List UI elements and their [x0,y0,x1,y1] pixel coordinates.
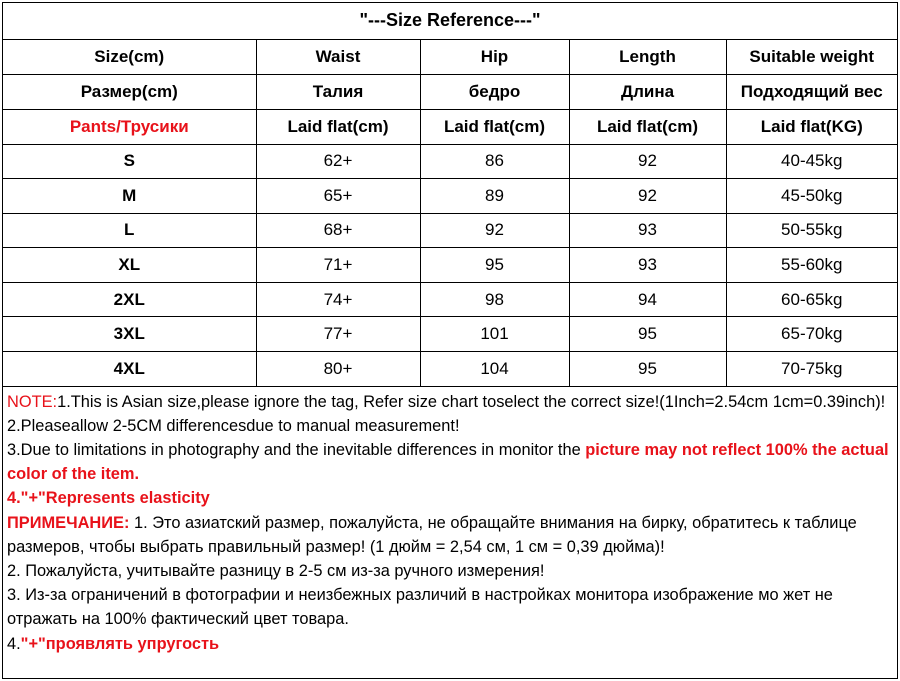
table-row [3,213,897,248]
hip-cell: 92 [420,213,569,248]
waist-cell: 71+ [256,248,420,283]
table-row [3,352,897,387]
note-3 [7,438,893,486]
note-ru-4-prefix: 4. [7,634,21,653]
note-ru-4-elasticity: "+"проявлять упругость [20,634,220,653]
table-row [3,282,897,317]
weight-cell: 65-70kg [726,317,897,352]
weight-cell: 45-50kg [726,179,897,214]
note-ru-1 [7,511,893,559]
hip-cell: 98 [420,282,569,317]
unit-length: Laid flat(cm) [569,109,726,144]
hip-cell: 86 [420,144,569,179]
table-row [3,179,897,214]
header-size: Size(cm) [3,39,256,74]
size-cell: 2XL [3,282,256,317]
header-row-russian [3,74,897,109]
note-3-warning: picture may not reflect 100% the actual color of the item. [7,441,889,484]
table-row [3,248,897,283]
note-4 [7,486,893,510]
weight-cell: 40-45kg [726,144,897,179]
size-table [3,3,897,387]
note-ru-4 [7,632,893,656]
header-weight: Suitable weight [726,39,897,74]
length-cell: 95 [569,352,726,387]
unit-weight: Laid flat(KG) [726,109,897,144]
size-cell: S [3,144,256,179]
size-cell: 3XL [3,317,256,352]
length-cell: 92 [569,179,726,214]
notes-section [3,387,897,656]
waist-cell: 62+ [256,144,420,179]
header-length-ru: Длина [569,74,726,109]
waist-cell: 77+ [256,317,420,352]
header-waist: Waist [256,39,420,74]
table-row [3,144,897,179]
hip-cell: 95 [420,248,569,283]
unit-hip: Laid flat(cm) [420,109,569,144]
length-cell: 94 [569,282,726,317]
table-title: "---Size Reference---" [3,3,897,39]
size-reference-sheet [2,2,898,679]
unit-waist: Laid flat(cm) [256,109,420,144]
hip-cell: 89 [420,179,569,214]
note-4-prefix: 4. [7,489,21,508]
note-1 [7,390,893,414]
waist-cell: 68+ [256,213,420,248]
waist-cell: 65+ [256,179,420,214]
waist-cell: 80+ [256,352,420,387]
note-3-text: 3.Due to limitations in photography and the inevitable differences in monitor the [7,441,586,460]
waist-cell: 74+ [256,282,420,317]
header-waist-ru: Талия [256,74,420,109]
weight-cell: 55-60kg [726,248,897,283]
length-cell: 95 [569,317,726,352]
size-cell: L [3,213,256,248]
hip-cell: 101 [420,317,569,352]
title-row [3,3,897,39]
length-cell: 93 [569,248,726,283]
size-cell: XL [3,248,256,283]
weight-cell: 70-75kg [726,352,897,387]
size-cell: 4XL [3,352,256,387]
header-row-units [3,109,897,144]
header-length: Length [569,39,726,74]
weight-cell: 50-55kg [726,213,897,248]
hip-cell: 104 [420,352,569,387]
header-hip: Hip [420,39,569,74]
header-hip-ru: бедро [420,74,569,109]
header-row-english [3,39,897,74]
length-cell: 92 [569,144,726,179]
note-1-text: 1.This is Asian size,please ignore the tag, Refer size chart toselect the correct size!(1Inch=2.54cm 1cm=0.39inch)! [57,392,886,411]
note-ru-3: 3. Из-за ограничений в фотографии и неизбежных различий в настройках монитора изображение мо жет не отражать на 100% фактический цвет товара. [7,586,833,629]
header-size-ru: Размер(cm) [3,74,256,109]
note-label: NOTE: [7,392,58,411]
note-ru-2: 2. Пожалуйста, учитывайте разницу в 2-5 см из-за ручного измерения! [7,562,545,581]
note-4-elasticity: "+"Represents elasticity [20,489,210,508]
note-ru-1-text: 1. Это азиатский размер, пожалуйста, не обращайте внимания на бирку, обратитесь к таблице размеров, чтобы выбрать правильный размер! (1 дюйм = 2,54 см, 1 см = 0,39 дюйма)! [7,513,857,556]
pants-label: Pants/Трусики [3,109,256,144]
note-ru-label: ПРИМЕЧАНИЕ: [7,513,130,532]
note-2: 2.Pleaseallow 2-5CM differencesdue to manual measurement! [7,416,460,435]
size-cell: M [3,179,256,214]
length-cell: 93 [569,213,726,248]
table-row [3,317,897,352]
header-weight-ru: Подходящий вес [726,74,897,109]
weight-cell: 60-65kg [726,282,897,317]
